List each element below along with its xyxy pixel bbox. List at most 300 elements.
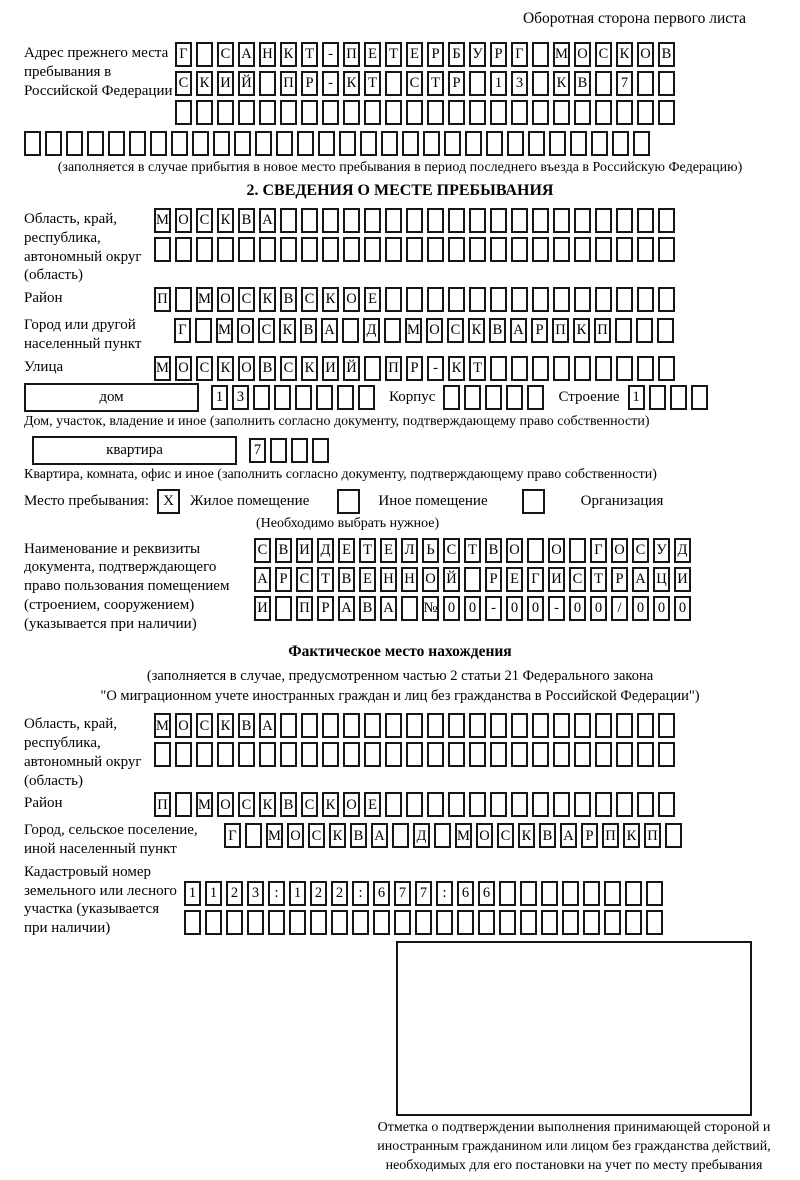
- char-box[interactable]: [637, 71, 654, 96]
- char-box[interactable]: [527, 538, 544, 563]
- char-box[interactable]: [485, 385, 502, 410]
- char-box[interactable]: С: [497, 823, 514, 848]
- char-box[interactable]: [196, 42, 213, 67]
- char-box[interactable]: 6: [373, 881, 390, 906]
- char-box[interactable]: [310, 910, 327, 935]
- char-box[interactable]: [150, 131, 167, 156]
- char-box[interactable]: Ь: [422, 538, 439, 563]
- char-box[interactable]: В: [574, 71, 591, 96]
- char-box[interactable]: К: [280, 42, 297, 67]
- char-box[interactable]: [175, 237, 192, 262]
- char-box[interactable]: [427, 792, 444, 817]
- char-box[interactable]: Т: [469, 356, 486, 381]
- char-box[interactable]: Т: [464, 538, 481, 563]
- char-box[interactable]: [553, 237, 570, 262]
- char-box[interactable]: А: [371, 823, 388, 848]
- char-box[interactable]: [253, 385, 270, 410]
- char-box[interactable]: О: [217, 287, 234, 312]
- char-box[interactable]: Р: [485, 567, 502, 592]
- char-box[interactable]: В: [350, 823, 367, 848]
- char-box[interactable]: [280, 208, 297, 233]
- char-box[interactable]: [658, 356, 675, 381]
- char-box[interactable]: 3: [247, 881, 264, 906]
- char-box[interactable]: 1: [289, 881, 306, 906]
- char-box[interactable]: Т: [301, 42, 318, 67]
- char-box[interactable]: [595, 100, 612, 125]
- char-box[interactable]: [595, 356, 612, 381]
- char-box[interactable]: [541, 910, 558, 935]
- char-box[interactable]: [636, 318, 653, 343]
- char-box[interactable]: [469, 237, 486, 262]
- char-box[interactable]: [238, 742, 255, 767]
- char-box[interactable]: [532, 742, 549, 767]
- char-box[interactable]: Р: [448, 71, 465, 96]
- char-box[interactable]: В: [489, 318, 506, 343]
- char-box[interactable]: [448, 792, 465, 817]
- char-box[interactable]: [385, 71, 402, 96]
- char-box[interactable]: К: [301, 356, 318, 381]
- char-box[interactable]: -: [427, 356, 444, 381]
- char-box[interactable]: [226, 910, 243, 935]
- char-box[interactable]: [213, 131, 230, 156]
- char-box[interactable]: [616, 356, 633, 381]
- char-box[interactable]: [385, 208, 402, 233]
- char-box[interactable]: М: [553, 42, 570, 67]
- char-box[interactable]: С: [258, 318, 275, 343]
- char-box[interactable]: :: [352, 881, 369, 906]
- char-box[interactable]: О: [175, 208, 192, 233]
- char-box[interactable]: 3: [511, 71, 528, 96]
- char-box[interactable]: [322, 100, 339, 125]
- char-box[interactable]: [184, 910, 201, 935]
- char-box[interactable]: [259, 237, 276, 262]
- char-box[interactable]: 0: [506, 596, 523, 621]
- char-box[interactable]: [385, 713, 402, 738]
- char-box[interactable]: Е: [338, 538, 355, 563]
- char-box[interactable]: [658, 100, 675, 125]
- char-box[interactable]: [595, 742, 612, 767]
- char-box[interactable]: [427, 742, 444, 767]
- char-box[interactable]: О: [175, 713, 192, 738]
- char-box[interactable]: [301, 237, 318, 262]
- char-box[interactable]: [665, 823, 682, 848]
- char-box[interactable]: [381, 131, 398, 156]
- char-box[interactable]: [553, 792, 570, 817]
- char-box[interactable]: [574, 792, 591, 817]
- char-box[interactable]: [574, 742, 591, 767]
- char-box[interactable]: [553, 742, 570, 767]
- char-box[interactable]: А: [259, 713, 276, 738]
- char-box[interactable]: [469, 713, 486, 738]
- char-box[interactable]: К: [259, 792, 276, 817]
- char-box[interactable]: [448, 742, 465, 767]
- char-box[interactable]: О: [506, 538, 523, 563]
- char-box[interactable]: С: [308, 823, 325, 848]
- char-box[interactable]: 7: [394, 881, 411, 906]
- char-box[interactable]: П: [602, 823, 619, 848]
- char-box[interactable]: О: [422, 567, 439, 592]
- char-box[interactable]: И: [254, 596, 271, 621]
- char-box[interactable]: Р: [427, 42, 444, 67]
- char-box[interactable]: [625, 910, 642, 935]
- char-box[interactable]: [384, 318, 401, 343]
- char-box[interactable]: И: [548, 567, 565, 592]
- char-box[interactable]: Т: [364, 71, 381, 96]
- char-box[interactable]: М: [154, 356, 171, 381]
- char-box[interactable]: Е: [364, 42, 381, 67]
- char-box[interactable]: [574, 237, 591, 262]
- char-box[interactable]: [175, 742, 192, 767]
- char-box[interactable]: [385, 237, 402, 262]
- organizatsiya-checkbox[interactable]: [522, 489, 545, 514]
- char-box[interactable]: [322, 742, 339, 767]
- char-box[interactable]: [247, 910, 264, 935]
- char-box[interactable]: [364, 742, 381, 767]
- char-box[interactable]: [520, 910, 537, 935]
- char-box[interactable]: [217, 237, 234, 262]
- char-box[interactable]: [427, 287, 444, 312]
- char-box[interactable]: О: [574, 42, 591, 67]
- char-box[interactable]: [658, 208, 675, 233]
- char-box[interactable]: К: [553, 71, 570, 96]
- char-box[interactable]: 2: [226, 881, 243, 906]
- char-box[interactable]: [616, 742, 633, 767]
- char-box[interactable]: 6: [457, 881, 474, 906]
- char-box[interactable]: [532, 42, 549, 67]
- char-box[interactable]: [569, 538, 586, 563]
- char-box[interactable]: 3: [232, 385, 249, 410]
- char-box[interactable]: П: [644, 823, 661, 848]
- char-box[interactable]: [532, 100, 549, 125]
- char-box[interactable]: [364, 237, 381, 262]
- char-box[interactable]: [448, 287, 465, 312]
- char-box[interactable]: С: [196, 208, 213, 233]
- char-box[interactable]: [24, 131, 41, 156]
- char-box[interactable]: Н: [401, 567, 418, 592]
- char-box[interactable]: У: [469, 42, 486, 67]
- char-box[interactable]: [658, 287, 675, 312]
- char-box[interactable]: [595, 237, 612, 262]
- char-box[interactable]: [108, 131, 125, 156]
- char-box[interactable]: [553, 287, 570, 312]
- char-box[interactable]: [343, 237, 360, 262]
- char-box[interactable]: [637, 713, 654, 738]
- char-box[interactable]: Р: [406, 356, 423, 381]
- char-box[interactable]: [670, 385, 687, 410]
- char-box[interactable]: [448, 713, 465, 738]
- char-box[interactable]: М: [154, 208, 171, 233]
- char-box[interactable]: [562, 881, 579, 906]
- char-box[interactable]: [511, 237, 528, 262]
- char-box[interactable]: [291, 438, 308, 463]
- char-box[interactable]: О: [476, 823, 493, 848]
- char-box[interactable]: [394, 910, 411, 935]
- char-box[interactable]: [469, 208, 486, 233]
- char-box[interactable]: О: [237, 318, 254, 343]
- char-box[interactable]: :: [436, 881, 453, 906]
- char-box[interactable]: [490, 356, 507, 381]
- char-box[interactable]: [528, 131, 545, 156]
- char-box[interactable]: [234, 131, 251, 156]
- char-box[interactable]: [499, 881, 516, 906]
- char-box[interactable]: [280, 742, 297, 767]
- char-box[interactable]: [343, 208, 360, 233]
- char-box[interactable]: С: [296, 567, 313, 592]
- char-box[interactable]: [511, 356, 528, 381]
- char-box[interactable]: [511, 208, 528, 233]
- char-box[interactable]: [469, 287, 486, 312]
- char-box[interactable]: [595, 208, 612, 233]
- char-box[interactable]: [511, 713, 528, 738]
- char-box[interactable]: С: [447, 318, 464, 343]
- char-box[interactable]: [364, 208, 381, 233]
- char-box[interactable]: О: [287, 823, 304, 848]
- char-box[interactable]: [506, 385, 523, 410]
- char-box[interactable]: Т: [317, 567, 334, 592]
- char-box[interactable]: Е: [380, 538, 397, 563]
- char-box[interactable]: Т: [385, 42, 402, 67]
- char-box[interactable]: [322, 713, 339, 738]
- char-box[interactable]: А: [254, 567, 271, 592]
- char-box[interactable]: О: [238, 356, 255, 381]
- char-box[interactable]: [301, 742, 318, 767]
- char-box[interactable]: С: [254, 538, 271, 563]
- char-box[interactable]: [358, 385, 375, 410]
- char-box[interactable]: И: [674, 567, 691, 592]
- char-box[interactable]: [625, 881, 642, 906]
- char-box[interactable]: [520, 881, 537, 906]
- char-box[interactable]: [331, 910, 348, 935]
- char-box[interactable]: [637, 208, 654, 233]
- char-box[interactable]: [532, 287, 549, 312]
- char-box[interactable]: [406, 742, 423, 767]
- char-box[interactable]: [511, 100, 528, 125]
- char-box[interactable]: [658, 237, 675, 262]
- char-box[interactable]: [423, 131, 440, 156]
- char-box[interactable]: К: [623, 823, 640, 848]
- char-box[interactable]: П: [154, 792, 171, 817]
- char-box[interactable]: -: [322, 71, 339, 96]
- char-box[interactable]: [245, 823, 262, 848]
- char-box[interactable]: [318, 131, 335, 156]
- char-box[interactable]: [175, 100, 192, 125]
- char-box[interactable]: П: [343, 42, 360, 67]
- char-box[interactable]: Е: [359, 567, 376, 592]
- char-box[interactable]: А: [338, 596, 355, 621]
- char-box[interactable]: [301, 208, 318, 233]
- char-box[interactable]: [175, 792, 192, 817]
- char-box[interactable]: Р: [581, 823, 598, 848]
- char-box[interactable]: О: [548, 538, 565, 563]
- char-box[interactable]: К: [259, 287, 276, 312]
- char-box[interactable]: [574, 713, 591, 738]
- char-box[interactable]: В: [238, 713, 255, 738]
- char-box[interactable]: -: [485, 596, 502, 621]
- char-box[interactable]: [406, 237, 423, 262]
- char-box[interactable]: [490, 208, 507, 233]
- char-box[interactable]: 0: [653, 596, 670, 621]
- char-box[interactable]: [490, 287, 507, 312]
- char-box[interactable]: Г: [590, 538, 607, 563]
- char-box[interactable]: А: [510, 318, 527, 343]
- char-box[interactable]: [275, 596, 292, 621]
- char-box[interactable]: [616, 100, 633, 125]
- char-box[interactable]: К: [217, 713, 234, 738]
- char-box[interactable]: О: [343, 287, 360, 312]
- char-box[interactable]: Д: [363, 318, 380, 343]
- char-box[interactable]: Н: [259, 42, 276, 67]
- char-box[interactable]: М: [405, 318, 422, 343]
- char-box[interactable]: [604, 910, 621, 935]
- char-box[interactable]: К: [518, 823, 535, 848]
- char-box[interactable]: [337, 385, 354, 410]
- char-box[interactable]: [532, 356, 549, 381]
- char-box[interactable]: 6: [478, 881, 495, 906]
- char-box[interactable]: [637, 792, 654, 817]
- char-box[interactable]: [604, 881, 621, 906]
- char-box[interactable]: [637, 356, 654, 381]
- char-box[interactable]: Р: [317, 596, 334, 621]
- char-box[interactable]: [392, 823, 409, 848]
- char-box[interactable]: С: [301, 287, 318, 312]
- char-box[interactable]: [616, 287, 633, 312]
- char-box[interactable]: [259, 742, 276, 767]
- char-box[interactable]: [649, 385, 666, 410]
- char-box[interactable]: [615, 318, 632, 343]
- char-box[interactable]: О: [637, 42, 654, 67]
- char-box[interactable]: О: [343, 792, 360, 817]
- char-box[interactable]: №: [422, 596, 439, 621]
- char-box[interactable]: К: [448, 356, 465, 381]
- char-box[interactable]: [490, 237, 507, 262]
- char-box[interactable]: 0: [527, 596, 544, 621]
- char-box[interactable]: [595, 71, 612, 96]
- char-box[interactable]: [301, 100, 318, 125]
- char-box[interactable]: [562, 910, 579, 935]
- char-box[interactable]: [633, 131, 650, 156]
- char-box[interactable]: 0: [443, 596, 460, 621]
- char-box[interactable]: [532, 237, 549, 262]
- char-box[interactable]: Т: [427, 71, 444, 96]
- char-box[interactable]: У: [653, 538, 670, 563]
- char-box[interactable]: Н: [380, 567, 397, 592]
- char-box[interactable]: [553, 208, 570, 233]
- char-box[interactable]: [195, 318, 212, 343]
- char-box[interactable]: [295, 385, 312, 410]
- char-box[interactable]: С: [595, 42, 612, 67]
- char-box[interactable]: [385, 287, 402, 312]
- char-box[interactable]: [66, 131, 83, 156]
- char-box[interactable]: С: [632, 538, 649, 563]
- char-box[interactable]: [478, 910, 495, 935]
- char-box[interactable]: [301, 713, 318, 738]
- char-box[interactable]: [406, 100, 423, 125]
- char-box[interactable]: С: [217, 42, 234, 67]
- char-box[interactable]: -: [322, 42, 339, 67]
- char-box[interactable]: [352, 910, 369, 935]
- char-box[interactable]: [553, 100, 570, 125]
- char-box[interactable]: [646, 881, 663, 906]
- char-box[interactable]: С: [280, 356, 297, 381]
- char-box[interactable]: [373, 910, 390, 935]
- char-box[interactable]: 1: [205, 881, 222, 906]
- char-box[interactable]: [322, 237, 339, 262]
- char-box[interactable]: 7: [249, 438, 266, 463]
- char-box[interactable]: [637, 742, 654, 767]
- char-box[interactable]: К: [322, 792, 339, 817]
- char-box[interactable]: [457, 910, 474, 935]
- char-box[interactable]: Р: [275, 567, 292, 592]
- char-box[interactable]: Е: [406, 42, 423, 67]
- char-box[interactable]: [499, 910, 516, 935]
- char-box[interactable]: П: [280, 71, 297, 96]
- char-box[interactable]: [553, 356, 570, 381]
- char-box[interactable]: [364, 100, 381, 125]
- char-box[interactable]: [289, 910, 306, 935]
- char-box[interactable]: [154, 237, 171, 262]
- char-box[interactable]: [129, 131, 146, 156]
- char-box[interactable]: [343, 100, 360, 125]
- char-box[interactable]: [427, 237, 444, 262]
- char-box[interactable]: [591, 131, 608, 156]
- char-box[interactable]: [511, 742, 528, 767]
- char-box[interactable]: П: [385, 356, 402, 381]
- char-box[interactable]: [385, 742, 402, 767]
- char-box[interactable]: А: [238, 42, 255, 67]
- char-box[interactable]: [464, 385, 481, 410]
- char-box[interactable]: 0: [569, 596, 586, 621]
- char-box[interactable]: А: [380, 596, 397, 621]
- char-box[interactable]: М: [154, 713, 171, 738]
- char-box[interactable]: -: [548, 596, 565, 621]
- char-box[interactable]: Д: [317, 538, 334, 563]
- char-box[interactable]: [490, 100, 507, 125]
- char-box[interactable]: [444, 131, 461, 156]
- char-box[interactable]: П: [154, 287, 171, 312]
- char-box[interactable]: [238, 237, 255, 262]
- char-box[interactable]: 0: [464, 596, 481, 621]
- char-box[interactable]: [339, 131, 356, 156]
- char-box[interactable]: А: [321, 318, 338, 343]
- char-box[interactable]: [490, 713, 507, 738]
- char-box[interactable]: Р: [531, 318, 548, 343]
- char-box[interactable]: 0: [632, 596, 649, 621]
- char-box[interactable]: 1: [184, 881, 201, 906]
- char-box[interactable]: [637, 100, 654, 125]
- char-box[interactable]: [274, 385, 291, 410]
- char-box[interactable]: К: [573, 318, 590, 343]
- char-box[interactable]: [658, 792, 675, 817]
- char-box[interactable]: С: [406, 71, 423, 96]
- char-box[interactable]: О: [611, 538, 628, 563]
- char-box[interactable]: О: [426, 318, 443, 343]
- char-box[interactable]: В: [238, 208, 255, 233]
- char-box[interactable]: Ц: [653, 567, 670, 592]
- char-box[interactable]: [342, 318, 359, 343]
- char-box[interactable]: В: [280, 287, 297, 312]
- char-box[interactable]: А: [560, 823, 577, 848]
- char-box[interactable]: В: [485, 538, 502, 563]
- char-box[interactable]: [406, 208, 423, 233]
- char-box[interactable]: [646, 910, 663, 935]
- char-box[interactable]: Е: [364, 287, 381, 312]
- char-box[interactable]: [217, 100, 234, 125]
- char-box[interactable]: Й: [343, 356, 360, 381]
- char-box[interactable]: П: [594, 318, 611, 343]
- char-box[interactable]: [616, 237, 633, 262]
- char-box[interactable]: С: [175, 71, 192, 96]
- char-box[interactable]: [154, 742, 171, 767]
